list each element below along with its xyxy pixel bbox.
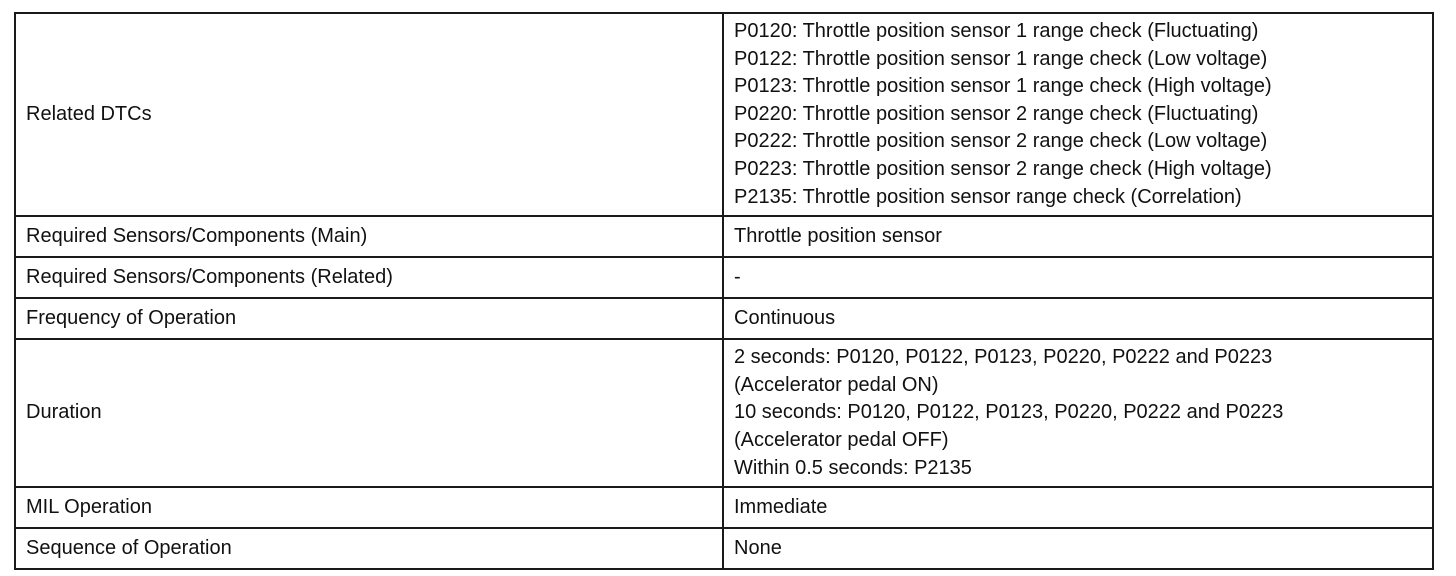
duration-line: 2 seconds: P0120, P0122, P0123, P0220, P0222 and P0223	[734, 346, 1273, 369]
duration-line: (Accelerator pedal ON)	[734, 373, 939, 396]
row-value	[723, 487, 1433, 528]
row-value	[723, 13, 1433, 216]
dtc-line: P0222: Throttle position sensor 2 range check (Low voltage)	[734, 130, 1268, 153]
row-label	[15, 528, 723, 569]
table-row-related-dtcs	[15, 13, 1433, 216]
table-row-mil-operation	[15, 487, 1433, 528]
table-row-sequence	[15, 528, 1433, 569]
mil-operation-label: MIL Operation	[26, 495, 152, 518]
required-related-label: Required Sensors/Components (Related)	[26, 265, 393, 288]
row-value	[723, 298, 1433, 339]
duration-line: (Accelerator pedal OFF)	[734, 428, 949, 451]
row-label	[15, 298, 723, 339]
monitor-spec-table	[14, 12, 1434, 570]
duration-line: Within 0.5 seconds: P2135	[734, 456, 972, 479]
row-value	[723, 216, 1433, 257]
dtc-line: P0223: Throttle position sensor 2 range check (High voltage)	[734, 157, 1272, 180]
required-related-value: -	[734, 265, 741, 288]
sequence-value: None	[734, 536, 782, 559]
duration-line: 10 seconds: P0120, P0122, P0123, P0220, P0222 and P0223	[734, 401, 1284, 424]
dtc-line: P0220: Throttle position sensor 2 range check (Fluctuating)	[734, 102, 1259, 125]
table-row-frequency	[15, 298, 1433, 339]
related-dtcs-label: Related DTCs	[26, 102, 152, 125]
frequency-value: Continuous	[734, 306, 836, 329]
table-row-duration	[15, 339, 1433, 487]
row-label	[15, 216, 723, 257]
row-value	[723, 339, 1433, 487]
row-label	[15, 339, 723, 487]
dtc-line: P0122: Throttle position sensor 1 range check (Low voltage)	[734, 47, 1268, 70]
dtc-line: P2135: Throttle position sensor range check (Correlation)	[734, 185, 1242, 208]
row-label	[15, 13, 723, 216]
frequency-label: Frequency of Operation	[26, 306, 237, 329]
sequence-label: Sequence of Operation	[26, 536, 232, 559]
required-main-label: Required Sensors/Components (Main)	[26, 224, 368, 247]
dtc-line: P0123: Throttle position sensor 1 range check (High voltage)	[734, 75, 1272, 98]
row-label	[15, 487, 723, 528]
row-value	[723, 257, 1433, 298]
mil-operation-value: Immediate	[734, 495, 828, 518]
duration-label: Duration	[26, 401, 102, 424]
table-row-required-related	[15, 257, 1433, 298]
row-value	[723, 528, 1433, 569]
dtc-line: P0120: Throttle position sensor 1 range check (Fluctuating)	[734, 20, 1259, 42]
required-main-value: Throttle position sensor	[734, 224, 942, 247]
row-label	[15, 257, 723, 298]
table-row-required-main	[15, 216, 1433, 257]
